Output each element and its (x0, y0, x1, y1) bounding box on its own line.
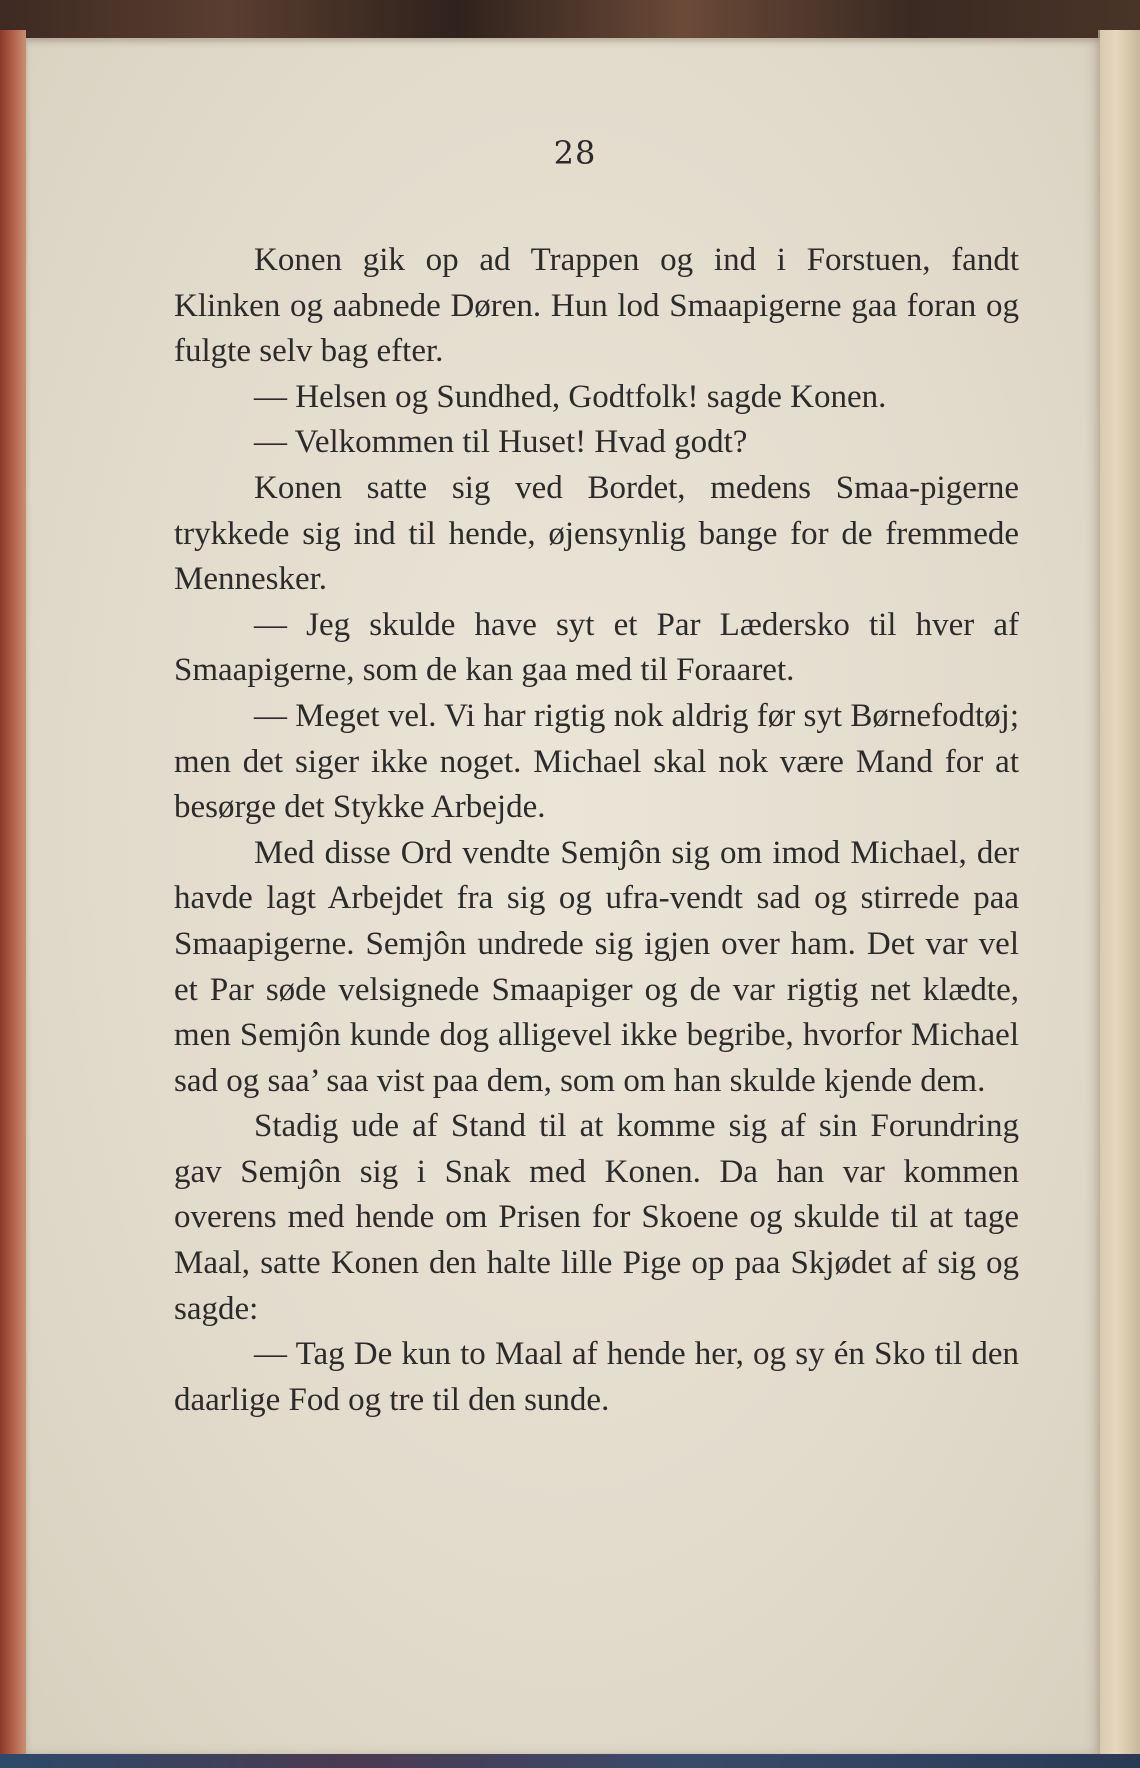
paragraph: — Helsen og Sundhed, Godtfolk! sagde Konen. (254, 378, 887, 415)
page-number: 28 (553, 134, 597, 172)
paragraph: — Velkommen til Huset! Hvad godt? (254, 424, 748, 461)
body-text (174, 238, 1019, 1423)
book-top-edge (0, 0, 1140, 40)
page-stack-right-edge (1098, 30, 1140, 1768)
book-cover-left-edge (0, 30, 26, 1768)
paragraph: — Tag De kun to Maal af hende her, og sy én Sko til den daarlige Fod og tre til den sunde. (174, 1336, 1019, 1418)
paragraph: — Meget vel. Vi har rigtig nok aldrig før syt Børnefodtøj; men det siger ikke noget. Michael skal nok være Mand for at besørge det Stykke Arbejde. (174, 697, 1019, 826)
paragraph: Konen satte sig ved Bordet, medens Smaa-pigerne trykkede sig ind til hende, øjensynlig bange for de fremmede Mennesker. (174, 469, 1019, 598)
paragraph: Konen gik op ad Trappen og ind i Forstuen, fandt Klinken og aabnede Døren. Hun lod Smaapigerne gaa foran og fulgte selv bag efter. (174, 242, 1019, 370)
book-page (26, 38, 1100, 1754)
paragraph: Med disse Ord vendte Semjôn sig om imod Michael, der havde lagt Arbejdet fra sig og ufra-vendt sad og stirrede paa Smaapigerne. Semjôn undrede sig igjen over ham. Det var vel et Par søde velsignede Smaapiger og de var rigtig net klædte, men Semjôn kunde dog alligevel ikke begribe, hvorfor Michael sad og saa’ saa vist paa dem, som om han skulde kjende dem. (174, 834, 1019, 1099)
book-bottom-edge (0, 1754, 1140, 1768)
paragraph: Stadig ude af Stand til at komme sig af sin Forundring gav Semjôn sig i Snak med Konen. Da han var kommen overens med hende om Prisen for Skoene og skulde til at tage Maal, satte Konen den halte lille Pige op paa Skjødet af sig og sagde: (174, 1108, 1019, 1327)
paragraph: — Jeg skulde have syt et Par Lædersko til hver af Smaapigerne, som de kan gaa med til Foraaret. (174, 606, 1019, 689)
